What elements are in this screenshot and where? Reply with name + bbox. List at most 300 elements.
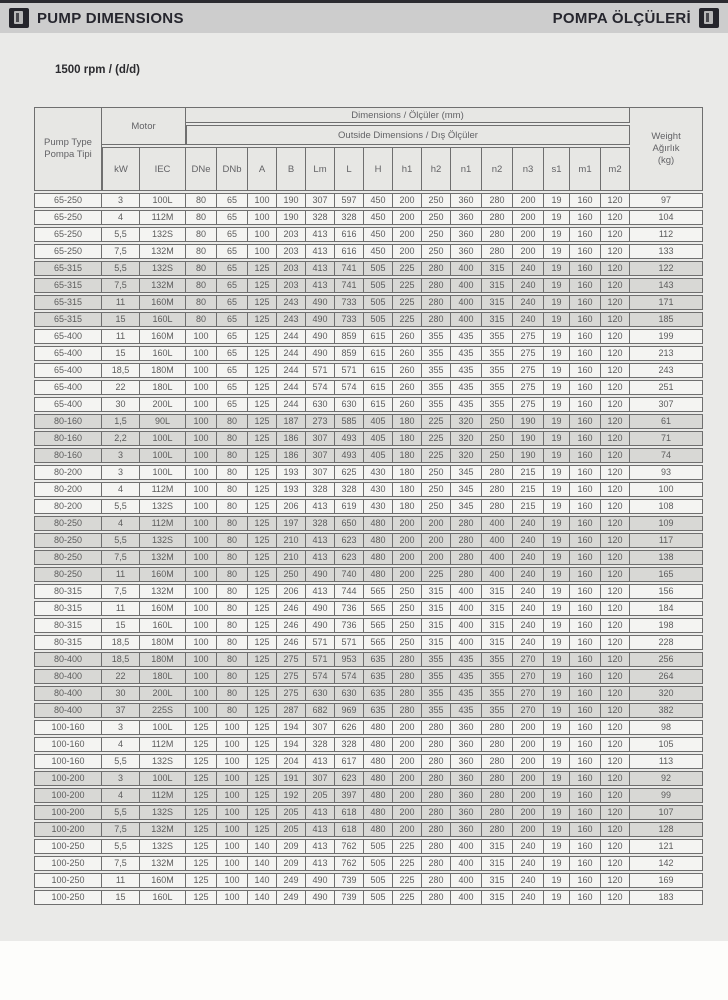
value-cell: 315 [482,584,513,599]
value-cell: 275 [513,329,544,344]
value-cell: 80 [186,244,217,259]
value-cell: 630 [335,686,364,701]
value-cell: 100L [140,720,186,735]
value-cell: 19 [544,652,570,667]
value-cell: 3 [102,771,140,786]
value-cell: 4 [102,482,140,497]
pump-type-cell: 80-400 [34,703,102,718]
pump-type-cell: 100-250 [34,856,102,871]
col-header-Lm: Lm [306,147,335,191]
value-cell: 11 [102,873,140,888]
value-cell: 405 [364,448,393,463]
value-cell: 120 [601,771,630,786]
value-cell: 571 [335,635,364,650]
value-cell: 80 [217,652,248,667]
value-cell: 100 [217,805,248,820]
value-cell: 5,5 [102,805,140,820]
value-cell: 413 [306,244,335,259]
value-cell: 270 [513,652,544,667]
rpm-subtitle: 1500 rpm / (d/d) [55,64,140,76]
value-cell: 160 [570,720,601,735]
value-cell: 413 [306,278,335,293]
value-cell: 490 [306,346,335,361]
value-cell: 113 [630,754,703,769]
value-cell: 112M [140,516,186,531]
value-cell: 435 [451,669,482,684]
value-cell: 225 [393,873,422,888]
value-cell: 762 [335,839,364,854]
value-cell: 565 [364,584,393,599]
value-cell: 400 [451,873,482,888]
value-cell: 490 [306,329,335,344]
value-cell: 225 [422,567,451,582]
value-cell: 243 [630,363,703,378]
value-cell: 200 [393,533,422,548]
value-cell: 100 [248,193,277,208]
value-cell: 140 [248,839,277,854]
value-cell: 120 [601,278,630,293]
value-cell: 280 [482,771,513,786]
value-cell: 355 [422,329,451,344]
value-cell: 125 [186,720,217,735]
value-cell: 635 [364,703,393,718]
value-cell: 490 [306,312,335,327]
value-cell: 315 [482,261,513,276]
value-cell: 120 [601,431,630,446]
value-cell: 859 [335,346,364,361]
value-cell: 125 [248,686,277,701]
value-cell: 193 [277,465,306,480]
value-cell: 413 [306,550,335,565]
value-cell: 180M [140,652,186,667]
value-cell: 240 [513,618,544,633]
value-cell: 435 [451,703,482,718]
value-cell: 100 [217,822,248,837]
weight-header [630,107,703,191]
value-cell: 125 [186,788,217,803]
value-cell: 480 [364,516,393,531]
value-cell: 108 [630,499,703,514]
value-cell: 355 [482,380,513,395]
value-cell: 225 [393,295,422,310]
value-cell: 125 [248,652,277,667]
value-cell: 360 [451,805,482,820]
value-cell: 275 [513,346,544,361]
value-cell: 280 [482,227,513,242]
value-cell: 160 [570,193,601,208]
value-cell: 505 [364,873,393,888]
value-cell: 19 [544,703,570,718]
value-cell: 400 [451,601,482,616]
value-cell: 120 [601,737,630,752]
value-cell: 97 [630,193,703,208]
pump-type-cell: 80-200 [34,499,102,514]
pump-type-cell: 80-160 [34,431,102,446]
value-cell: 100 [186,482,217,497]
value-cell: 400 [451,839,482,854]
value-cell: 132M [140,244,186,259]
value-cell: 360 [451,788,482,803]
value-cell: 120 [601,346,630,361]
value-cell: 160 [570,788,601,803]
value-cell: 200 [422,516,451,531]
value-cell: 280 [422,720,451,735]
value-cell: 160M [140,329,186,344]
value-cell: 120 [601,482,630,497]
value-cell: 100 [186,380,217,395]
value-cell: 250 [422,193,451,208]
value-cell: 200 [393,771,422,786]
value-cell: 355 [482,363,513,378]
value-cell: 213 [630,346,703,361]
banner-right [553,8,719,28]
value-cell: 65 [217,244,248,259]
value-cell: 969 [335,703,364,718]
table-row [34,737,703,752]
value-cell: 505 [364,261,393,276]
value-cell: 120 [601,754,630,769]
value-cell: 244 [277,380,306,395]
value-cell: 125 [186,839,217,854]
value-cell: 120 [601,618,630,633]
value-cell: 280 [482,193,513,208]
value-cell: 413 [306,856,335,871]
value-cell: 571 [335,363,364,378]
pump-type-cell: 65-315 [34,261,102,276]
value-cell: 80 [217,567,248,582]
value-cell: 160 [570,686,601,701]
value-cell: 7,5 [102,822,140,837]
value-cell: 160 [570,550,601,565]
value-cell: 205 [306,788,335,803]
value-cell: 180L [140,380,186,395]
value-cell: 100 [186,363,217,378]
table-row [34,550,703,565]
value-cell: 315 [482,839,513,854]
value-cell: 92 [630,771,703,786]
value-cell: 250 [422,210,451,225]
value-cell: 275 [513,397,544,412]
value-cell: 200 [513,244,544,259]
value-cell: 65 [217,295,248,310]
value-cell: 240 [513,533,544,548]
value-cell: 100 [217,754,248,769]
value-cell: 200 [513,771,544,786]
value-cell: 19 [544,533,570,548]
value-cell: 275 [277,652,306,667]
value-cell: 571 [306,363,335,378]
value-cell: 256 [630,652,703,667]
value-cell: 65 [217,380,248,395]
value-cell: 400 [451,584,482,599]
value-cell: 80 [217,414,248,429]
value-cell: 270 [513,686,544,701]
value-cell: 250 [482,448,513,463]
value-cell: 120 [601,720,630,735]
value-cell: 505 [364,312,393,327]
value-cell: 156 [630,584,703,599]
value-cell: 320 [630,686,703,701]
pump-type-cell: 65-315 [34,278,102,293]
value-cell: 160 [570,465,601,480]
value-cell: 585 [335,414,364,429]
value-cell: 400 [451,261,482,276]
col-header-DNb: DNb [217,147,248,191]
value-cell: 225 [422,414,451,429]
value-cell: 280 [451,567,482,582]
value-cell: 597 [335,193,364,208]
value-cell: 80 [186,261,217,276]
value-cell: 280 [482,465,513,480]
value-cell: 244 [277,397,306,412]
value-cell: 125 [248,720,277,735]
table-row [34,295,703,310]
value-cell: 204 [277,754,306,769]
value-cell: 7,5 [102,584,140,599]
value-cell: 209 [277,839,306,854]
value-cell: 120 [601,669,630,684]
value-cell: 280 [482,788,513,803]
value-cell: 250 [482,431,513,446]
value-cell: 413 [306,822,335,837]
pump-type-cell: 65-400 [34,363,102,378]
table-row [34,414,703,429]
value-cell: 315 [422,618,451,633]
value-cell: 280 [393,686,422,701]
value-cell: 249 [277,890,306,905]
value-cell: 19 [544,261,570,276]
value-cell: 3 [102,193,140,208]
value-cell: 490 [306,890,335,905]
value-cell: 160 [570,278,601,293]
value-cell: 315 [482,890,513,905]
value-cell: 19 [544,890,570,905]
value-cell: 630 [306,397,335,412]
value-cell: 2,2 [102,431,140,446]
value-cell: 190 [277,193,306,208]
value-cell: 180 [393,465,422,480]
value-cell: 65 [217,278,248,293]
value-cell: 100 [217,839,248,854]
value-cell: 160 [570,533,601,548]
value-cell: 80 [186,295,217,310]
value-cell: 240 [513,550,544,565]
value-cell: 19 [544,584,570,599]
table-row [34,397,703,412]
value-cell: 160 [570,873,601,888]
col-header-DNe: DNe [186,147,217,191]
value-cell: 3 [102,720,140,735]
value-cell: 7,5 [102,550,140,565]
value-cell: 355 [422,363,451,378]
value-cell: 160L [140,312,186,327]
value-cell: 80 [217,686,248,701]
value-cell: 100 [186,516,217,531]
value-cell: 280 [422,754,451,769]
value-cell: 125 [186,805,217,820]
value-cell: 328 [306,482,335,497]
value-cell: 413 [306,499,335,514]
value-cell: 30 [102,686,140,701]
value-cell: 360 [451,754,482,769]
value-cell: 120 [601,652,630,667]
value-cell: 132S [140,227,186,242]
value-cell: 505 [364,278,393,293]
value-cell: 125 [248,278,277,293]
table-row [34,516,703,531]
table-row [34,720,703,735]
value-cell: 160 [570,652,601,667]
value-cell: 11 [102,295,140,310]
value-cell: 382 [630,703,703,718]
value-cell: 169 [630,873,703,888]
value-cell: 160L [140,618,186,633]
value-cell: 19 [544,771,570,786]
value-cell: 19 [544,448,570,463]
value-cell: 320 [451,431,482,446]
value-cell: 435 [451,397,482,412]
table-row [34,873,703,888]
value-cell: 200 [393,788,422,803]
value-cell: 100 [186,448,217,463]
value-cell: 4 [102,210,140,225]
value-cell: 260 [393,346,422,361]
value-cell: 125 [248,584,277,599]
value-cell: 142 [630,856,703,871]
value-cell: 160 [570,380,601,395]
value-cell: 197 [277,516,306,531]
value-cell: 733 [335,295,364,310]
value-cell: 250 [393,635,422,650]
value-cell: 190 [513,431,544,446]
col-header-A: A [248,147,277,191]
value-cell: 617 [335,754,364,769]
value-cell: 100 [186,499,217,514]
value-cell: 565 [364,601,393,616]
value-cell: 80 [217,482,248,497]
value-cell: 203 [277,244,306,259]
value-cell: 635 [364,686,393,701]
value-cell: 191 [277,771,306,786]
value-cell: 405 [364,414,393,429]
value-cell: 275 [277,669,306,684]
value-cell: 355 [422,703,451,718]
value-cell: 80 [217,465,248,480]
value-cell: 240 [513,516,544,531]
value-cell: 315 [482,873,513,888]
value-cell: 160M [140,567,186,582]
pump-type-cell: 80-400 [34,669,102,684]
value-cell: 138 [630,550,703,565]
value-cell: 19 [544,278,570,293]
value-cell: 328 [335,210,364,225]
value-cell: 287 [277,703,306,718]
table-row [34,635,703,650]
table-row [34,346,703,361]
value-cell: 250 [393,584,422,599]
value-cell: 355 [482,329,513,344]
value-cell: 480 [364,771,393,786]
value-cell: 616 [335,244,364,259]
value-cell: 307 [306,431,335,446]
value-cell: 160 [570,295,601,310]
value-cell: 125 [248,363,277,378]
value-cell: 160M [140,601,186,616]
value-cell: 160 [570,890,601,905]
value-cell: 280 [422,278,451,293]
pump-type-cell: 65-400 [34,397,102,412]
value-cell: 100 [186,618,217,633]
value-cell: 249 [277,873,306,888]
value-cell: 280 [422,805,451,820]
value-cell: 250 [393,601,422,616]
value-cell: 450 [364,193,393,208]
value-cell: 80 [217,448,248,463]
value-cell: 120 [601,584,630,599]
value-cell: 355 [422,346,451,361]
motor-header: Motor [102,107,186,145]
value-cell: 19 [544,788,570,803]
value-cell: 160 [570,805,601,820]
value-cell: 480 [364,567,393,582]
value-cell: 121 [630,839,703,854]
col-header-L: L [335,147,364,191]
value-cell: 190 [277,210,306,225]
value-cell: 5,5 [102,533,140,548]
value-cell: 360 [451,720,482,735]
value-cell: 15 [102,618,140,633]
value-cell: 100 [248,244,277,259]
value-cell: 243 [277,312,306,327]
value-cell: 180 [393,414,422,429]
value-cell: 225 [393,856,422,871]
pump-type-cell: 65-315 [34,312,102,327]
pump-type-cell: 80-250 [34,567,102,582]
value-cell: 184 [630,601,703,616]
value-cell: 125 [248,771,277,786]
value-cell: 160 [570,499,601,514]
value-cell: 615 [364,380,393,395]
value-cell: 19 [544,312,570,327]
value-cell: 180 [393,499,422,514]
value-cell: 11 [102,567,140,582]
value-cell: 682 [306,703,335,718]
value-cell: 225 [422,431,451,446]
value-cell: 275 [513,380,544,395]
value-cell: 280 [422,771,451,786]
value-cell: 132M [140,822,186,837]
value-cell: 160 [570,737,601,752]
value-cell: 200 [513,737,544,752]
table-row [34,329,703,344]
value-cell: 4 [102,737,140,752]
value-cell: 125 [248,431,277,446]
weight-header-tr: Ağırlık [652,143,680,155]
value-cell: 19 [544,210,570,225]
pump-type-cell: 80-315 [34,584,102,599]
value-cell: 328 [306,516,335,531]
value-cell: 100 [217,737,248,752]
page-header-banner [0,3,728,33]
value-cell: 120 [601,244,630,259]
value-cell: 240 [513,261,544,276]
value-cell: 100 [186,669,217,684]
value-cell: 100 [186,601,217,616]
col-header-n1: n1 [451,147,482,191]
col-header-n2: n2 [482,147,513,191]
value-cell: 574 [335,380,364,395]
value-cell: 493 [335,448,364,463]
